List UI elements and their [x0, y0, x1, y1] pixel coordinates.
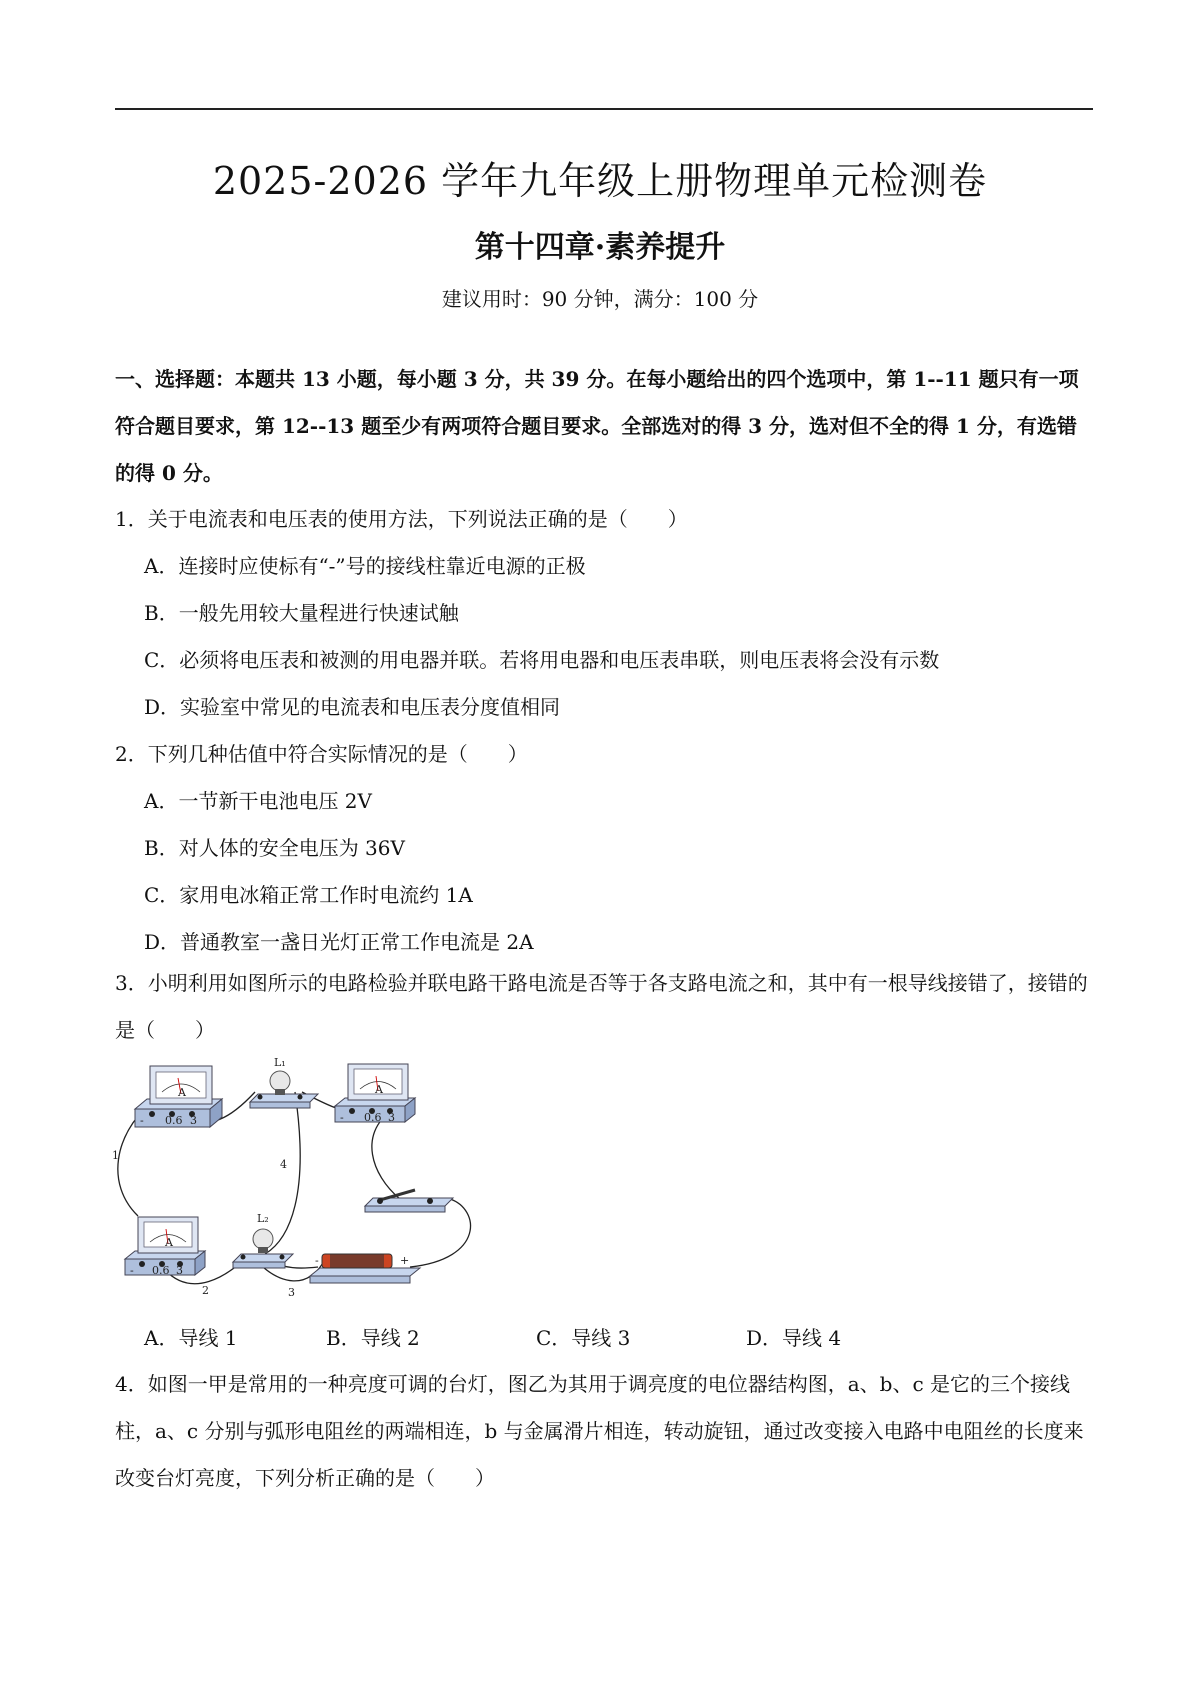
circuit-diagram [110, 1056, 520, 1304]
question-3-option-c: C．导线 3 [536, 1326, 631, 1350]
svg-text:A: A [375, 1083, 383, 1096]
question-2-option-a: A．一节新干电池电压 2V [144, 789, 372, 813]
section-heading: 一、选择题：本题共 13 小题，每小题 3 分，共 39 分。在每小题给出的四个选项中，第 1--11 题只有一项符合题目要求，第 12--13 题至少有两项符合题目要求。全部选对的得 3 分，选对但不全的得 1 分，有选错的得 0 分。 [115, 367, 1079, 485]
ammeter-1 [135, 1066, 222, 1127]
question-4-stem: 4．如图一甲是常用的一种亮度可调的台灯，图乙为其用于调亮度的电位器结构图，a、b、c 是它的三个接线柱，a、c 分别与弧形电阻丝的两端相连，b 与金属滑片相连，转动旋钮，通过改变接入电路中电阻丝的长度来改变台灯亮度，下列分析正确的是（ ） [115, 1372, 1084, 1490]
question-1-stem: 1．关于电流表和电压表的使用方法，下列说法正确的是（ ） [115, 507, 688, 531]
header-rule [115, 108, 1093, 110]
question-1-option-c: C．必须将电压表和被测的用电器并联。若将用电器和电压表串联，则电压表将会没有示数 [144, 648, 940, 672]
question-1-option-d: D．实验室中常见的电流表和电压表分度值相同 [144, 695, 561, 719]
svg-text:0.6: 0.6 [165, 1114, 183, 1127]
svg-text:-: - [340, 1111, 344, 1124]
question-2-option-d: D．普通教室一盏日光灯正常工作电流是 2A [144, 930, 534, 954]
svg-text:-: - [315, 1254, 319, 1267]
svg-text:3: 3 [388, 1111, 395, 1124]
battery [310, 1254, 420, 1283]
bulb-l2 [233, 1212, 293, 1268]
svg-text:3: 3 [176, 1264, 183, 1277]
question-2-stem: 2．下列几种估值中符合实际情况的是（ ） [115, 742, 528, 766]
switch [365, 1190, 453, 1212]
wire-number-1: 1 [112, 1149, 119, 1162]
question-1-option-a: A．连接时应使标有“-”号的接线柱靠近电源的正极 [144, 554, 586, 578]
wire-meter2-switch [372, 1112, 400, 1199]
svg-text:L₁: L₁ [274, 1056, 286, 1069]
question-3-stem: 3．小明利用如图所示的电路检验并联电路干路电流是否等于各支路电流之和，其中有一根导线接错了，接错的是（ ） [115, 971, 1088, 1042]
question-1-option-b: B．一般先用较大量程进行快速试触 [144, 601, 459, 625]
svg-text:L₂: L₂ [257, 1212, 269, 1225]
question-2-option-c: C．家用电冰箱正常工作时电流约 1A [144, 883, 473, 907]
question-3-option-a: A．导线 1 [144, 1326, 238, 1350]
wire-number-4: 4 [280, 1158, 287, 1171]
svg-text:3: 3 [190, 1114, 197, 1127]
ammeter-3 [125, 1217, 205, 1277]
exam-subtitle: 第十四章·素养提升 [474, 230, 726, 265]
svg-text:-: - [130, 1264, 134, 1277]
time-info: 建议用时：90 分钟，满分：100 分 [441, 287, 759, 311]
exam-title: 2025-2026 学年九年级上册物理单元检测卷 [212, 159, 988, 203]
svg-text:-: - [140, 1114, 144, 1127]
svg-text:+: + [400, 1254, 410, 1267]
question-3-option-d: D．导线 4 [746, 1326, 842, 1350]
svg-text:A: A [178, 1086, 186, 1099]
svg-text:A: A [165, 1236, 173, 1249]
wire-number-3: 3 [288, 1286, 295, 1299]
svg-text:0.6: 0.6 [152, 1264, 170, 1277]
ammeter-2 [335, 1064, 415, 1124]
question-2-option-b: B．对人体的安全电压为 36V [144, 836, 405, 860]
svg-text:0.6: 0.6 [364, 1111, 382, 1124]
question-3-option-b: B．导线 2 [326, 1326, 420, 1350]
wire-4 [265, 1092, 300, 1254]
bulb-l1 [250, 1056, 318, 1108]
wire-number-2: 2 [202, 1284, 209, 1297]
